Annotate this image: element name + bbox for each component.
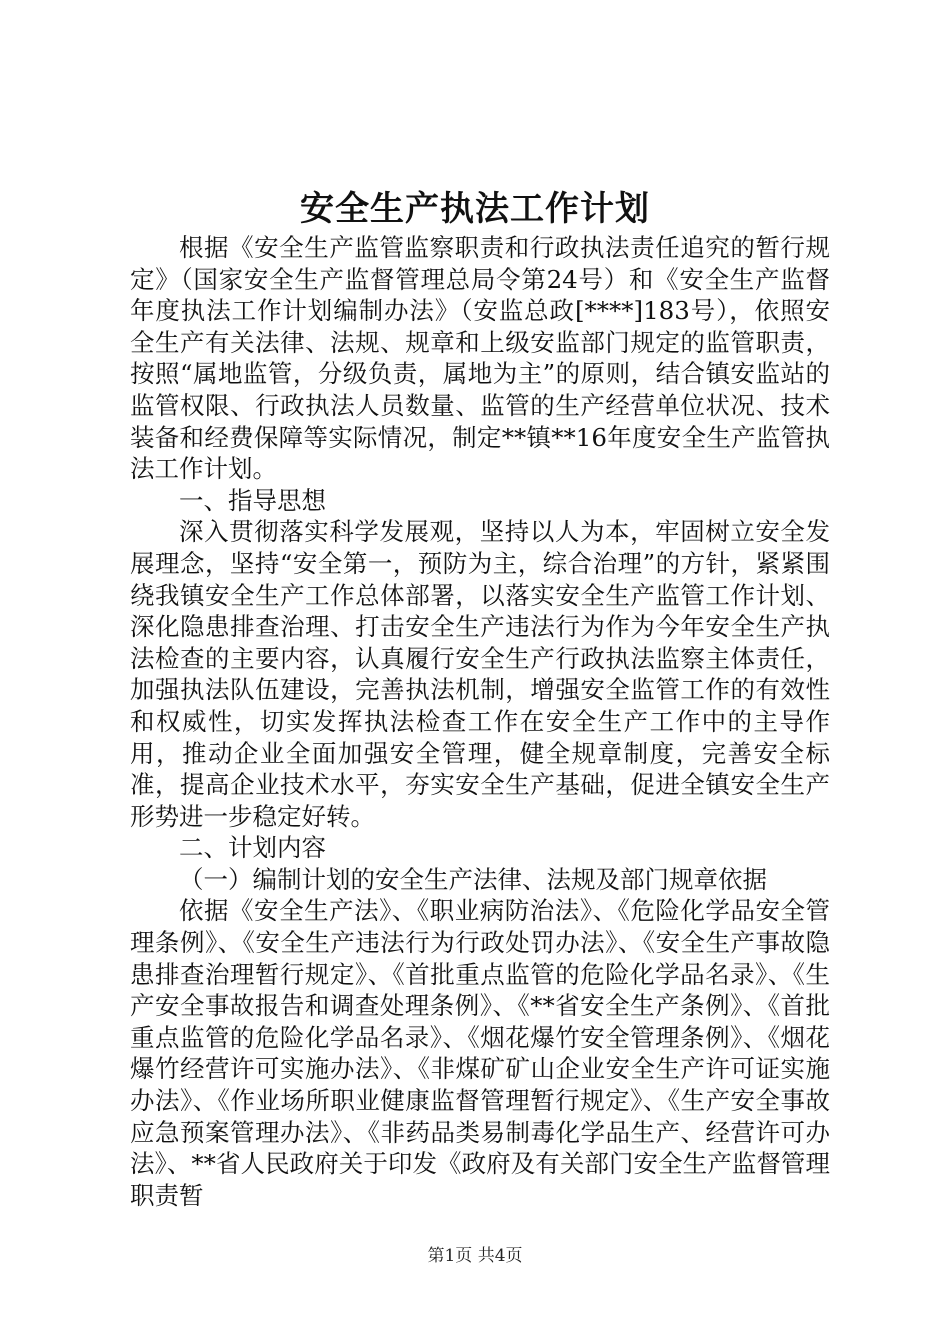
document-title: 安全生产执法工作计划 xyxy=(300,189,650,229)
heading-guiding-ideology: 一、指导思想 xyxy=(179,485,326,515)
paragraph-legal-basis: 依据《安全生产法》、《职业病防治法》、《危险化学品安全管理条例》、《安全生产违法行为行政处罚办法》、《安全生产事故隐患排查治理暂行规定》、《首批重点监管的危险化学品名录》、《生产安全事故报告和调查处理条例》、《**省安全生产条例》、《首批重点监管的危险化学品名录》、《烟花爆竹安全管理条例》、《烟花爆竹经营许可实施办法》、《非煤矿矿山企业安全生产许可证实施办法》、《作业场所职业健康监督管理暂行规定》、《生产安全事故应急预案管理办法》、《非药品类易制毒化学品生产、经营许可办法》、**省人民政府关于印发《政府及有关部门安全生产监督管理职责暂 xyxy=(130,896,830,1210)
heading-plan-content: 二、计划内容 xyxy=(179,833,326,863)
paragraph-guiding-ideology: 深入贯彻落实科学发展观，坚持以人为本，牢固树立安全发展理念，坚持“安全第一，预防为主，综合治理”的方针，紧紧围绕我镇安全生产工作总体部署，以落实安全生产监管工作计划、深化隐患排查治理、打击安全生产违法行为作为今年安全生产执法检查的主要内容，认真履行安全生产行政执法监察主体责任，加强执法队伍建设，完善执法机制，增强安全监管工作的有效性和权威性，切实发挥执法检查工作在安全生产工作中的主导作用，推动企业全面加强安全管理，健全规章制度，完善安全标准，提高企业技术水平，夯实安全生产基础，促进全镇安全生产形势进一步稳定好转。 xyxy=(130,517,830,831)
subheading-legal-basis: （一）编制计划的安全生产法律、法规及部门规章依据 xyxy=(179,864,767,894)
document-body xyxy=(130,232,830,1211)
page-footer: 第1页 共4页 xyxy=(427,1246,523,1266)
paragraph-intro: 根据《安全生产监管监察职责和行政执法责任追究的暂行规定》（国家安全生产监督管理总局令第24号）和《安全生产监督年度执法工作计划编制办法》（安监总政[****]183号），依照安全生产有关法律、法规、规章和上级安监部门规定的监管职责，按照“属地监管，分级负责，属地为主”的原则，结合镇安监站的监管权限、行政执法人员数量、监管的生产经营单位状况、技术装备和经费保障等实际情况，制定**镇**16年度安全生产监管执法工作计划。 xyxy=(130,233,830,484)
